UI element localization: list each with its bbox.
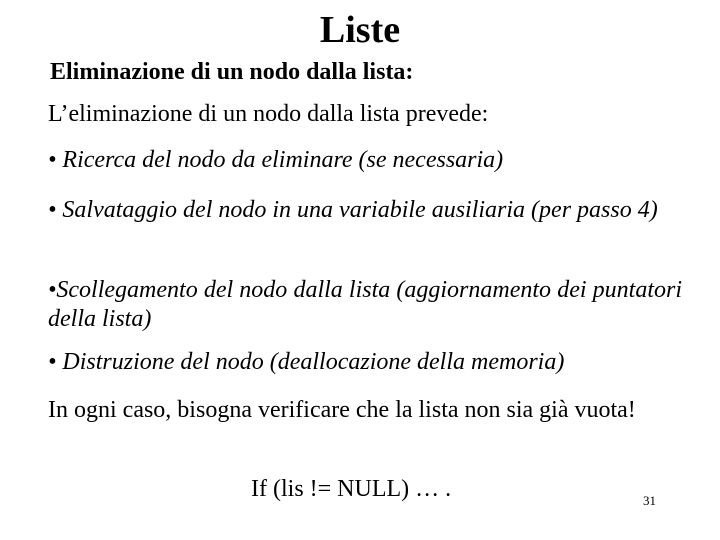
closing-text: In ogni caso, bisogna verificare che la lista non sia già vuota!	[48, 397, 636, 423]
bullet-ricerca: • Ricerca del nodo da eliminare (se necessaria)	[48, 147, 504, 173]
bullet-scollegamento: •Scollegamento del nodo dalla lista (aggiornamento dei puntatori della lista)	[48, 277, 682, 332]
intro-text: L’eliminazione di un nodo dalla lista prevede:	[48, 101, 489, 127]
slide-title: Liste	[319, 9, 401, 51]
bullet-salvataggio: • Salvataggio del nodo in una variabile ausiliaria (per passo 4)	[48, 197, 658, 223]
code-line: If (lis != NULL) … .	[251, 476, 452, 502]
slide-subtitle: Eliminazione di un nodo dalla lista:	[50, 59, 414, 85]
page-number: 31	[643, 493, 656, 508]
bullet-distruzione: • Distruzione del nodo (deallocazione della memoria)	[48, 349, 565, 375]
